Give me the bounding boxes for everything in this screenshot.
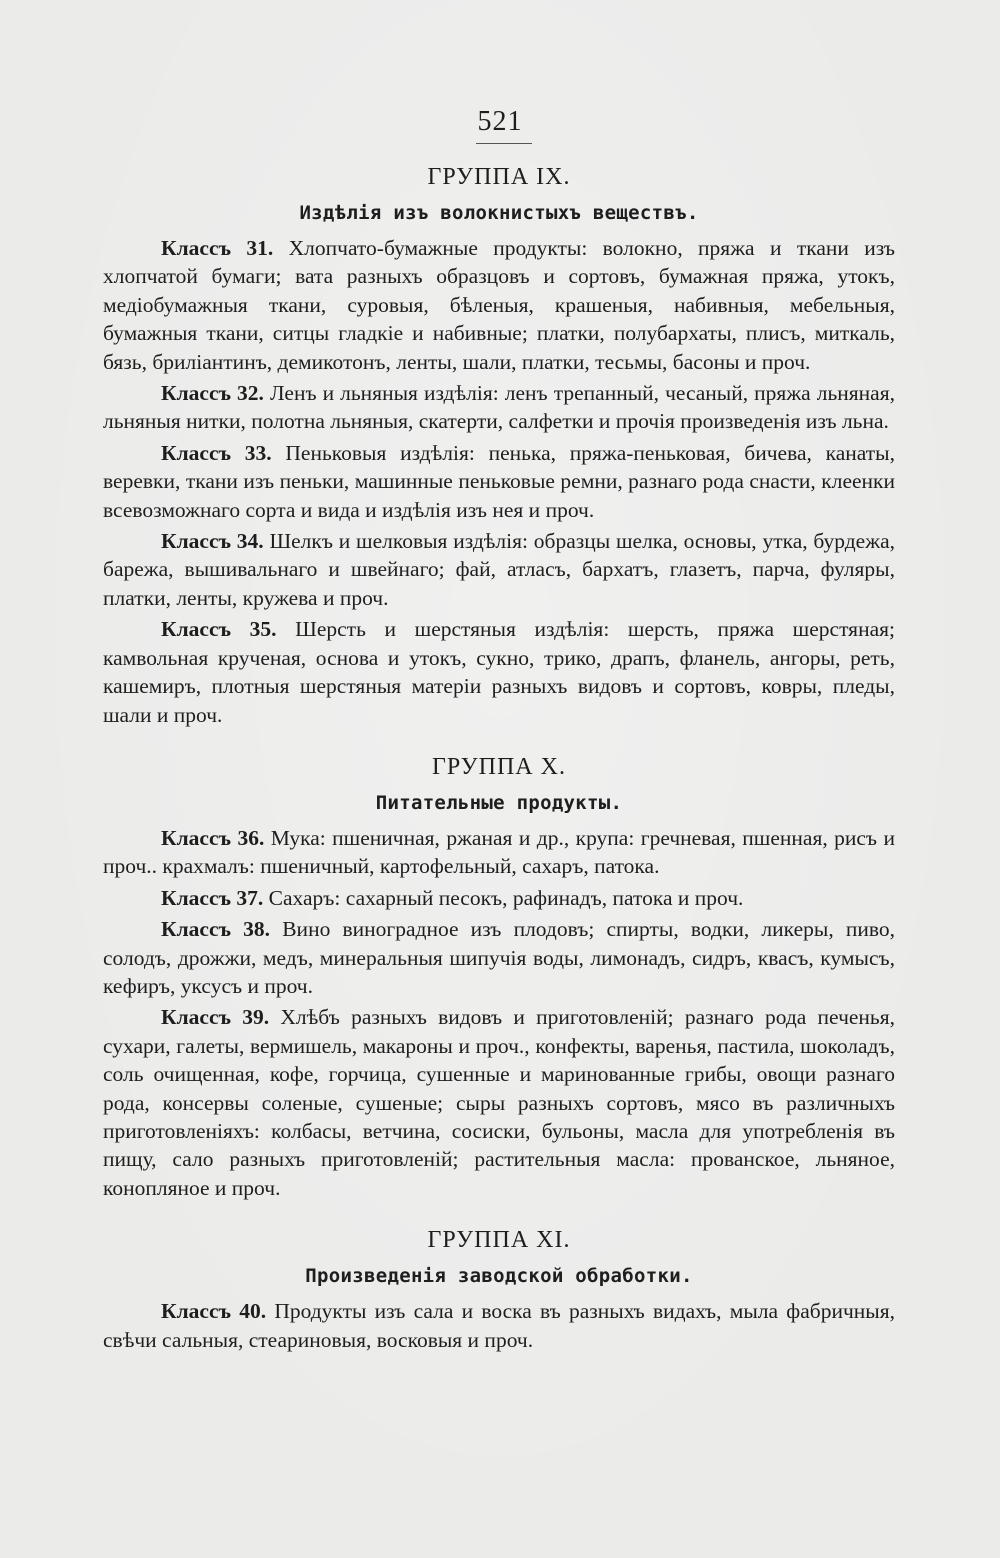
class-text: Вино виноградное изъ плодовъ; спирты, водки, ликеры, пиво, солодъ, дрожжи, медъ, минеральныя шипучія воды, лимонадъ, сидръ, квасъ, кумысъ, кефиръ, уксусъ и проч.	[103, 917, 895, 998]
group-title: ГРУППА X.	[432, 753, 566, 780]
class-text: Сахаръ: сахарный песокъ, рафинадъ, патока и проч.	[263, 885, 744, 910]
class-text: Хлѣбъ разныхъ видовъ и приготовленій; разнаго рода печенья, сухари, галеты, вермишель, макароны и проч., конфекты, варенья, пастила, шоколадъ, соль очищенная, кофе, горчица, сушенные и маринованные грибы, овощи разнаго рода, консервы соленые, сушеные; сыры разныхъ сортовъ, мясо въ различныхъ приготовленіяхъ: колбасы, ветчина, сосиски, бульоны, масла для употребленія въ пищу, сало разныхъ приготовленій; растительныя масла: прованское, льняное, конопляное и проч.	[103, 1005, 895, 1200]
class-label: Классъ 39.	[161, 1005, 270, 1030]
class-text: Шерсть и шерстяныя издѣлія: шерсть, пряжа шерстяная; камвольная крученая, основа и утокъ, сукно, трико, драпъ, фланель, ангоры, реть, кашемиръ, плотныя шерстяныя матеріи разныхъ видовъ и сортовъ, ковры, пледы, шали и проч.	[103, 617, 895, 727]
class-paragraph	[103, 439, 895, 524]
class-paragraph	[103, 915, 895, 1000]
class-text: Хлопчато-бумажные продукты: волокно, пряжа и ткани изъ хлопчатой бумаги; вата разныхъ образцовъ и сортовъ, бумажная пряжа, утокъ, медіобумажныя ткани, суровыя, бѣленыя, крашеныя, набивныя, мебельныя, бумажныя ткани, ситцы гладкіе и набивные; платки, полубархаты, плисъ, миткаль, бязь, бриліантинъ, демикотонъ, ленты, шали, платки, тесьмы, басоны и проч.	[103, 236, 895, 374]
class-label: Классъ 34.	[161, 529, 264, 554]
class-label: Классъ 35.	[161, 617, 277, 642]
class-paragraph	[103, 1003, 895, 1202]
group-section	[103, 750, 895, 1202]
class-paragraph	[103, 615, 895, 729]
group-spacer	[103, 732, 895, 750]
class-label: Классъ 32.	[161, 381, 264, 406]
class-text: Ленъ и льняныя издѣлія: ленъ трепанный, чесаный, пряжа льняная, льняныя нитки, полотна льняныя, скатерти, салфетки и прочія произведенія изъ льна.	[103, 381, 895, 434]
group-title: ГРУППА IX.	[427, 164, 571, 190]
class-text: Пеньковыя издѣлія: пенька, пряжа-пеньковая, бичева, канаты, веревки, ткани изъ пеньки, машинные пеньковые ремни, разнаго рода снасти, клеенки всевозможнаго сорта и вида и издѣлія изъ нея и проч.	[103, 440, 895, 522]
group-section	[103, 1223, 895, 1354]
group-spacer	[103, 1205, 895, 1223]
class-label: Классъ 37.	[161, 885, 264, 910]
class-label: Классъ 38.	[161, 917, 271, 942]
class-text: Шелкъ и шелковыя издѣлія: образцы шелка, основы, утка, бурдежа, барежа, вышивальнаго и швейнаго; фай, атласъ, бархатъ, глазетъ, парча, фуляры, платки, ленты, кружева и проч.	[103, 529, 895, 610]
class-paragraph	[103, 527, 895, 612]
group-subtitle: Произведенія заводской обработки.	[305, 1265, 693, 1288]
class-label: Классъ 33.	[161, 440, 272, 465]
class-paragraph	[103, 1297, 895, 1354]
class-paragraph	[103, 824, 895, 881]
class-label: Классъ 36.	[161, 825, 265, 850]
group-subtitle: Издѣлія изъ волокнистыхъ веществъ.	[299, 202, 699, 224]
group-subtitle: Питательные продукты.	[375, 791, 623, 814]
class-text: Продукты изъ сала и воска въ разныхъ видахъ, мыла фабричныя, свѣчи сальныя, стеариновыя, восковыя и проч.	[103, 1299, 895, 1352]
class-label: Классъ 40.	[161, 1299, 267, 1324]
class-paragraph	[103, 379, 895, 436]
group-title: ГРУППА XI.	[427, 1227, 571, 1254]
class-paragraph	[103, 234, 895, 376]
page-number-rule	[476, 143, 532, 144]
group-section	[103, 160, 895, 729]
class-label: Классъ 31.	[161, 236, 274, 260]
class-text: Мука: пшеничная, ржаная и др., крупа: гречневая, пшенная, рисъ и проч.. крахмалъ: пшеничный, картофельный, сахаръ, патока.	[103, 825, 895, 879]
page-body	[103, 160, 895, 1357]
class-paragraph	[103, 884, 895, 912]
page-number: 521	[477, 106, 523, 137]
